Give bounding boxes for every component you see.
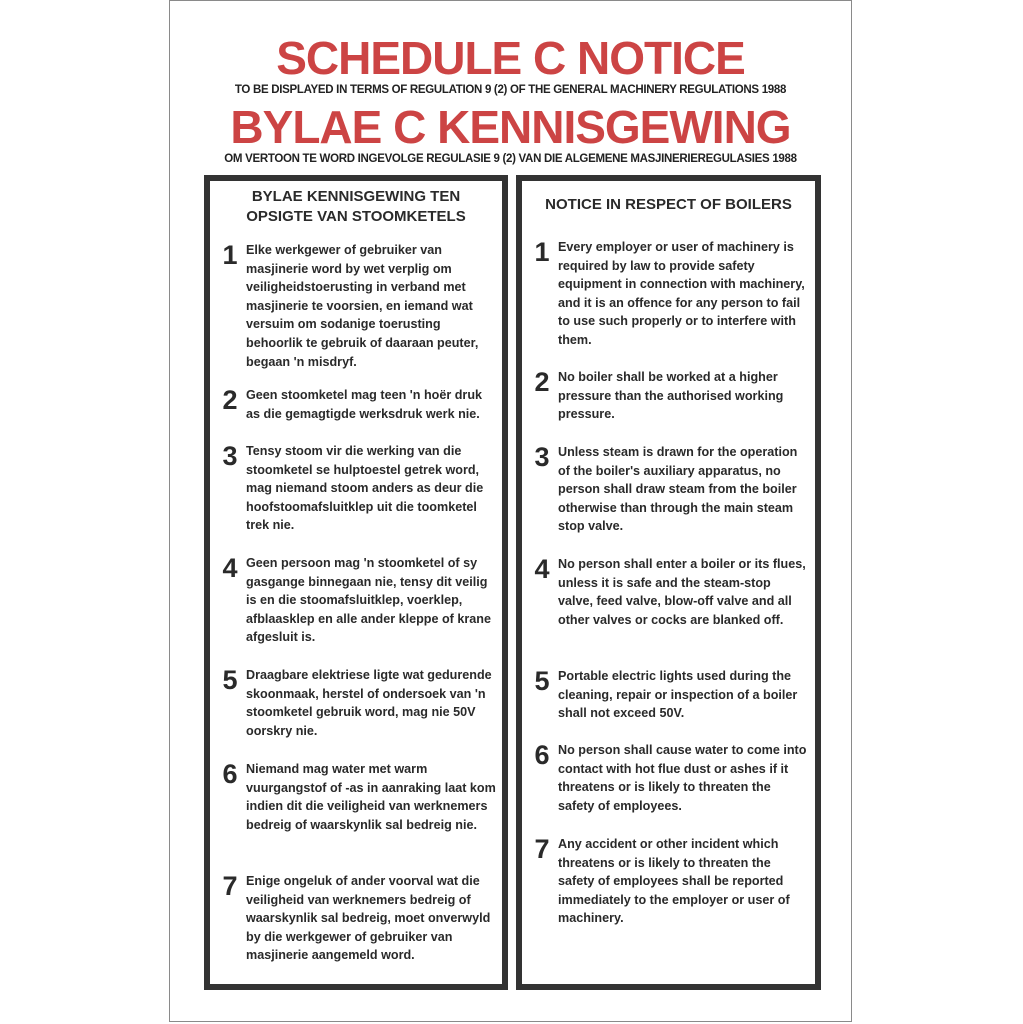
item-number: 3 <box>534 442 550 472</box>
item-text: Geen persoon mag 'n stoomketel of sy gasgange binnegaan nie, tensy dit veilig is en die stoomafsluitklep, voerklep, afblaasklep en alle ander kleppe of krane afgesluit is. <box>246 556 491 645</box>
list-item <box>530 555 809 629</box>
afrikaans-panel <box>204 175 508 990</box>
list-item <box>530 368 809 424</box>
item-text: Elke werkgewer of gebruiker van masjinerie word by wet verplig om veiligheidstoerusting in verband met masjinerie te voorsien, en iemand wat versuim om sodanige toerusting behoorlik te gebruik of daaraan peuter, begaan 'n misdryf. <box>246 243 479 369</box>
item-text: Any accident or other incident which threatens or is likely to threaten the safety of employees shall be reported immediately to the employer or user of machinery. <box>558 837 790 926</box>
item-number: 1 <box>222 240 238 270</box>
list-item <box>218 872 496 965</box>
item-number: 2 <box>534 367 550 397</box>
list-item <box>218 760 496 834</box>
list-item <box>530 443 809 536</box>
list-item <box>218 442 496 535</box>
list-item <box>218 386 496 423</box>
english-panel <box>516 175 821 990</box>
list-item <box>218 554 496 647</box>
item-text: Draagbare elektriese ligte wat gedurende skoonmaak, herstel of ondersoek van 'n stoomketel gebruik word, mag nie 50V oorskry nie. <box>246 668 492 738</box>
item-text: Tensy stoom vir die werking van die stoomketel se hulptoestel getrek word, mag niemand stoom anders as deur die hoofstoomafsluitklep uit die toomketel trek nie. <box>246 444 484 533</box>
item-number: 2 <box>222 385 238 415</box>
item-number: 1 <box>534 237 550 267</box>
list-item <box>530 667 809 723</box>
item-text: Enige ongeluk of ander voorval wat die veiligheid van werknemers bedreig of waarskynlik sal bedreig, moet onverwyld by die werkgewer of gebruiker van masjinerie aangemeld word. <box>246 874 491 963</box>
item-number: 3 <box>222 441 238 471</box>
item-text: Unless steam is drawn for the operation of the boiler's auxiliary apparatus, no person shall draw steam from the boiler otherwise than through the main steam stop valve. <box>558 445 798 534</box>
title-afrikaans: BYLAE C KENNISGEWING <box>230 101 791 153</box>
item-text: No person shall enter a boiler or its flues, unless it is safe and the steam-stop valve, feed valve, blow-off valve and all other valves or cocks are blanked off. <box>558 557 806 627</box>
notice-sign <box>169 0 852 1022</box>
subtitle-afrikaans: OM VERTOON TE WORD INGEVOLGE REGULASIE 9 (2) VAN DIE ALGEMENE MASJINERIEREGULASIES 1988 <box>224 153 797 165</box>
item-number: 6 <box>534 740 550 770</box>
title-english: SCHEDULE C NOTICE <box>276 32 745 84</box>
list-item <box>530 238 809 350</box>
item-number: 4 <box>222 553 238 583</box>
item-text: Portable electric lights used during the cleaning, repair or inspection of a boiler shall not exceed 50V. <box>558 669 798 721</box>
item-number: 5 <box>534 666 550 696</box>
item-text: Niemand mag water met warm vuurgangstof of -as in aanraking laat kom indien dit die veiligheid van werknemers bedreig of waarskynlik sal bedreig nie. <box>246 762 496 832</box>
item-text: Geen stoomketel mag teen 'n hoër druk as die gemagtigde werksdruk werk nie. <box>246 388 483 421</box>
item-number: 6 <box>222 759 238 789</box>
list-item <box>530 835 809 928</box>
list-item <box>218 241 496 371</box>
item-number: 5 <box>222 665 238 695</box>
subtitle-english: TO BE DISPLAYED IN TERMS OF REGULATION 9 (2) OF THE GENERAL MACHINERY REGULATIONS 1988 <box>234 84 787 96</box>
item-number: 7 <box>222 871 238 901</box>
afrikaans-panel-heading: BYLAE KENNISGEWING TEN OPSIGTE VAN STOOMKETELS <box>246 188 466 225</box>
item-text: No boiler shall be worked at a higher pressure than the authorised working pressure. <box>558 370 784 422</box>
item-text: Every employer or user of machinery is required by law to provide safety equipment in connection with machinery, and it is an offence for any person to fail to use such properly or to interfere with them. <box>558 240 805 347</box>
list-item <box>218 666 496 740</box>
list-item <box>530 741 809 815</box>
item-number: 7 <box>534 834 550 864</box>
english-panel-heading: NOTICE IN RESPECT OF BOILERS <box>545 196 792 213</box>
item-text: No person shall cause water to come into contact with hot flue dust or ashes if it threatens or is likely to threaten the safety of employees. <box>558 743 807 813</box>
item-number: 4 <box>534 554 550 584</box>
